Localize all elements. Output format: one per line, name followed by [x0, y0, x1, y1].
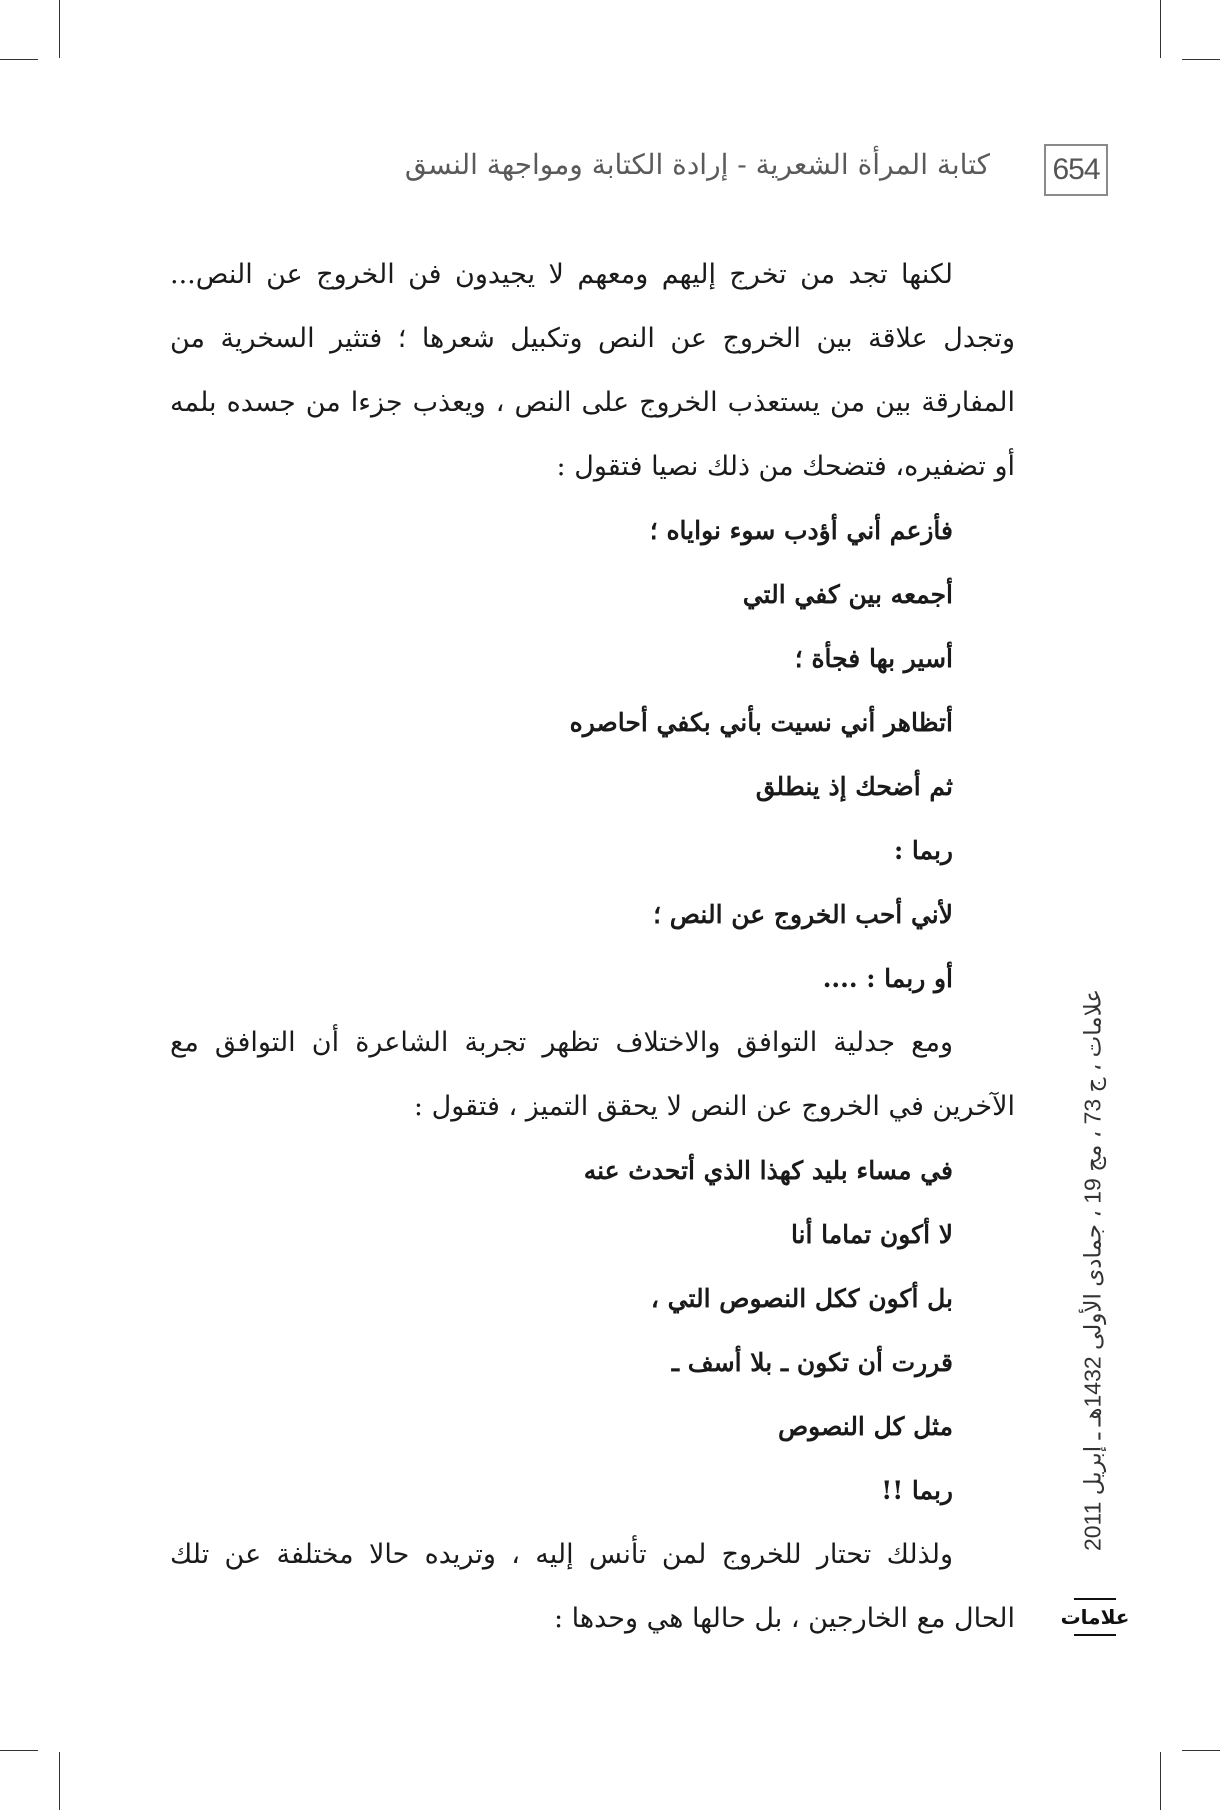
body-line: الحال مع الخارجين ، بل حالها هي وحدها :: [553, 1603, 1015, 1634]
article-body: [170, 243, 1015, 1651]
poem-line: ربما :: [893, 836, 953, 865]
body-line: أو تضفيره، فتضحك من ذلك نصيا فتقول :: [556, 451, 1015, 482]
journal-logo: علامات: [1074, 1594, 1116, 1640]
poem-line: في مساء بليد كهذا الذي أتحدث عنه: [583, 1156, 953, 1185]
poem-line: لأني أحب الخروج عن النص ؛: [653, 900, 953, 929]
journal-info: علامات ، ج 73 ، مج 19 ، جمادى الأولى 1432هـ ـ إبريل 2011: [1079, 988, 1106, 1552]
crop-mark: [0, 59, 38, 60]
poem-line: فأزعم أني أؤدب سوء نواياه ؛: [649, 516, 953, 545]
poem-line: ثم أضحك إذ ينطلق: [755, 772, 953, 801]
poem-line: لا أكون تماما أنا: [790, 1220, 953, 1249]
page-number: 654: [1044, 144, 1108, 196]
poem-line: أو ربما : ....: [822, 964, 953, 993]
crop-mark: [0, 1750, 38, 1751]
poem-line: أتظاهر أني نسيت بأني بكفي أحاصره: [569, 708, 953, 737]
poem-line: أسير بها فجأة ؛: [794, 644, 953, 673]
body-line: الآخرين في الخروج عن النص لا يحقق التميز ، فتقول :: [413, 1091, 1015, 1122]
poem-line: أجمعه بين كفي التي: [742, 580, 953, 609]
running-title: كتابة المرأة الشعرية - إرادة الكتابة ومواجهة النسق: [404, 148, 990, 181]
crop-mark: [1160, 1752, 1161, 1810]
crop-mark: [1182, 59, 1220, 60]
crop-mark: [1160, 0, 1161, 58]
body-line: لكنها تجد من تخرج إليهم ومعهم لا يجيدون فن الخروج عن النص...: [170, 259, 953, 290]
body-line: المفارقة بين من يستعذب الخروج على النص ، ويعذب جزءا من جسده بلمه: [170, 387, 1015, 418]
crop-mark: [1182, 1750, 1220, 1751]
crop-mark: [59, 0, 60, 58]
body-line: وتجدل علاقة بين الخروج عن النص وتكبيل شعرها ؛ فتثير السخرية من: [170, 323, 1015, 354]
crop-mark: [59, 1752, 60, 1810]
poem-line: ربما !!: [881, 1476, 953, 1505]
body-line: ومع جدلية التوافق والاختلاف تظهر تجربة الشاعرة أن التوافق مع: [170, 1027, 953, 1058]
journal-info-strip: [1075, 960, 1111, 1580]
body-line: ولذلك تحتار للخروج لمن تأنس إليه ، وتريده حالا مختلفة عن تلك: [170, 1539, 953, 1570]
poem-line: بل أكون ككل النصوص التي ،: [650, 1284, 953, 1313]
poem-line: مثل كل النصوص: [777, 1412, 953, 1441]
poem-line: قررت أن تكون ـ بلا أسف ـ: [671, 1348, 953, 1377]
